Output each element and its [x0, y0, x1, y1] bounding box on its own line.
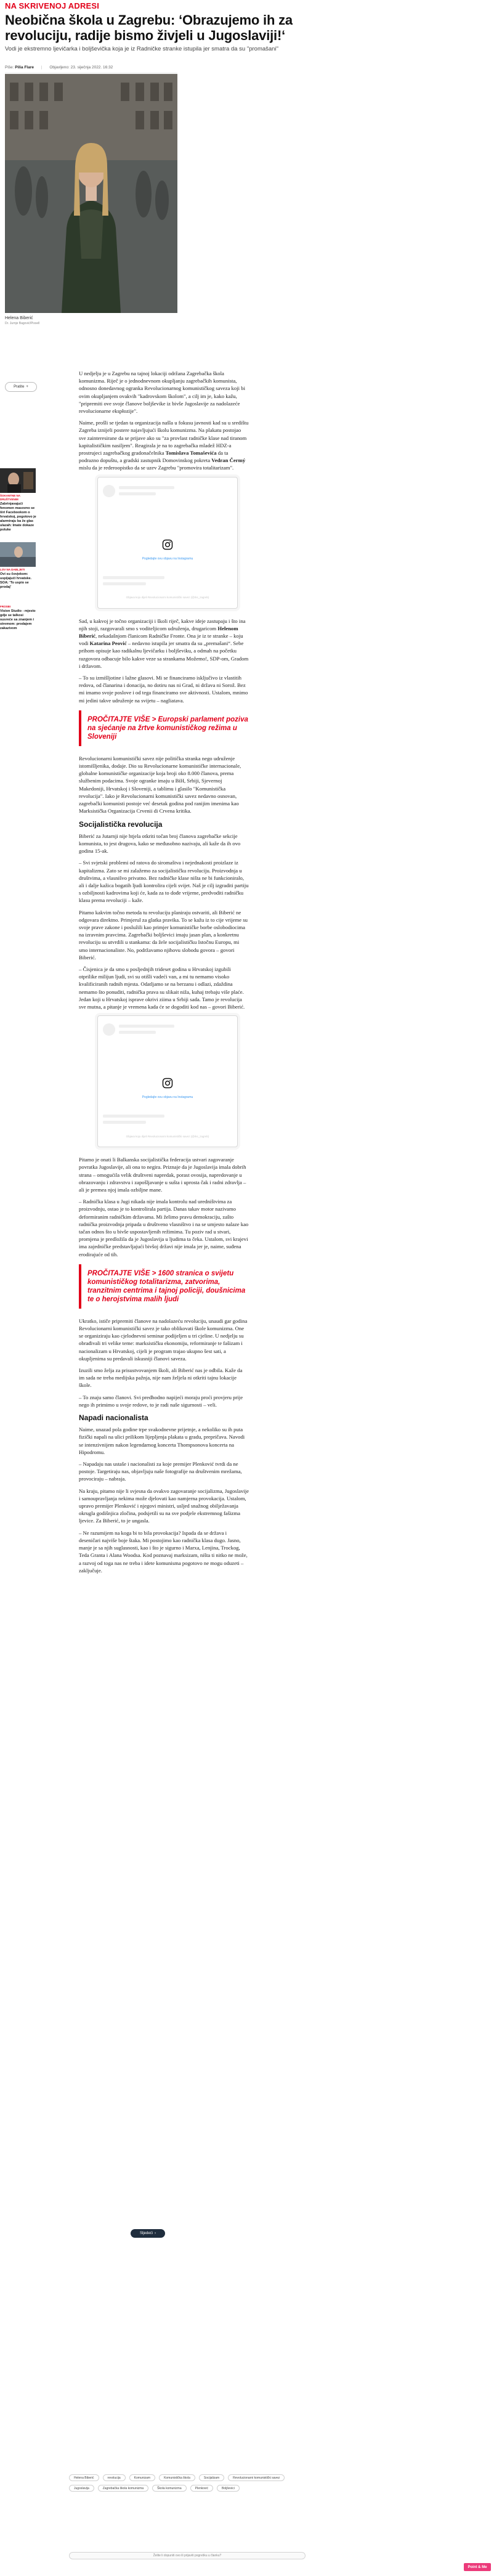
tag-list	[69, 2474, 303, 2492]
body-paragraph: Naime, unazad pola godine trpe svakodnevne prijetnje, a nekoliko su ih puta fizički napali na ulici prilikom lijepljenja plakata u gradu, prepričava. Navodi se intenzivnijem nakon legendarnog koncerta Thompsonova koncerta na Hipodromu.	[79, 1426, 245, 1455]
tag-chip[interactable]: Helena Biberić	[69, 2474, 99, 2481]
sidebar-teaser[interactable]	[0, 542, 37, 590]
photo-caption: Helena Biberić	[5, 316, 33, 320]
body-paragraph: Na kraju, pitamo nije li svjesna da ovakvo zagovaranje socijalizma, Jugoslavije i samoupravljanja nekima može djelovati kao namjerna provokacija. Ustalom, upravo premijer Plenković i njegovi ministri, usljed snažnog obilježavanja okrugla godišnjica zločina, podsjetili su na sve podjele ekstremnog fašizma ljevice. Za Biberić, to je ungasla.	[79, 1487, 249, 1524]
teaser-thumbnail	[0, 468, 36, 493]
body-paragraph: Ukratko, ističe pripremiti članove na nadolazeću revoluciju, unaudi gar godina Revolucionarni komunistički savez je tako oblikovati škole komunizma. One se organiziraju kao cjelodnevni seminar podijeljen u tri cjeline. U nedjelju su obrađivali tri velike teme: marksističku ekonomiju, reformiranje te fašizam i nacionalizam u Hrvatskoj, cijeli je program trajao ukupno šest sati, a okupljenima su predavali iskusniji članovi saveza.	[79, 1317, 248, 1362]
read-more-link[interactable]	[79, 1264, 249, 1309]
article-lead: Vodi je ekstremno ljevičarka i boljševička koja je iz Radničke stranke istupila jer smatra da su "promašani"	[5, 46, 278, 52]
body-paragraph: U nedjelju je u Zagrebu na tajnoj lokaciji održana Zagrebačka škola komunizma. Riječ je o jednodnevnom okupljanju zagrebačkih komunista, odnosno donedavnog ogranka Revolucionarnog komunističkog saveza koji bi ovim okupljanjem ovakvih "kadrovskom školom", a cilj im je, kako kažu, "pripremiti ove svoje članove boljševike iz bivše Jugoslavije za nadolazeće revolucionarne ekspłozije".	[79, 370, 245, 415]
photo-credit: Dr. Jurnje Bagović/Pixsell	[5, 322, 40, 325]
person-name: Helenom Biberić	[79, 625, 238, 640]
sidebar-teaser[interactable]	[0, 604, 37, 631]
teaser-title[interactable]: Ovi su čovjekom: uspijajući hrvatske. SOA: 'To uspio se prodaj'	[0, 572, 32, 589]
tag-chip[interactable]: Revolucionarni komunistički savez	[228, 2474, 285, 2481]
instagram-icon	[162, 1078, 173, 1089]
body-paragraph: – To znaju samo članovi. Svi predhodno napijeći moraju proći provjeru prije nego ih primimo u svoje redove, to je radi naše sigurnosti – veli.	[79, 1394, 243, 1408]
tag-chip[interactable]: Komunistička škola	[159, 2474, 195, 2481]
publish-date: Objavljeno: 23. siječnja 2022. 16:32	[49, 65, 113, 70]
tag-chip[interactable]: Zagrebačka škola komunizma	[98, 2485, 148, 2492]
brand-badge[interactable]: Point & Me	[464, 2563, 491, 2571]
next-article-button[interactable]	[131, 2229, 165, 2238]
instagram-embed[interactable]	[97, 1015, 238, 1147]
section-heading: Socijalistička revolucija	[79, 819, 163, 829]
tag-chip[interactable]: Škola komunizma	[152, 2485, 186, 2492]
body-paragraph: Biberić za Jutarnji nije htjela otkriti točan broj članova zagrebačke sekcije komunista, to jest drugova, kako se međusobno nazivaju, ali kaže da ih ovo godina 15-ak.	[79, 832, 241, 855]
teaser-tag: LOV NA DABLJETI	[0, 568, 25, 571]
teaser-tag: FROSBI	[0, 605, 11, 608]
instagram-caption: Objava koju dijeli Revolucionarni komunistički savez (@rks_zagreb)	[126, 596, 209, 599]
body-paragraph: – Čisjenica je da smo u posljednjih trideset godina u Hrvatskoj izgubili otprilike milijun ljudi, svi su otišli vadeći van, a mi tu nemamo visoko kvalificiranih radnih mjesta. Odatljamo se na berzanu i odlazi, zdaždina nemamo što ponuditi, radnička prava su slikait niža, kuhaj trebaju više plaće. Jedan koji u Hrvatskoj isprave okrivi ziima u Srbiji sada. Tamo je revolucija sve mutna, a pitanje je vremena kada će se dogoditi kod nas – govori Biberić.	[79, 965, 245, 1010]
body-paragraph: Naime, prošli se tjedan ta organizacija našla u fokusu javnosti kad su u središtu Zagreba iznijeli postere najavljujući školu komunizma. Na plakatu postojao sve zainteresirane da se prijave ako su "za provlast radničke klase nad tiranom kapitalističkim nasiljem". Reagirala je na to zagrebačka mladež HDZ-a prostrujeci zagrebačkog gradonačelnika Tomislava Tomaševića da ta podrazno dopuštu, a gradski zastupnik Domovinskog pokreta Vedran Čermý mislu da je rederoopistko da se uzev Zagrebu "promovira totalitarizam".	[79, 420, 249, 471]
instagram-caption: Objava koju dijeli Revolucionarni komunistički savez (@rks_zagreb)	[126, 1134, 209, 1138]
read-more-text[interactable]: Europski parlament poziva na sjećanje na žrtve komunističkog režima u Sloveniji	[87, 715, 248, 741]
teaser-tag: ŠOKANTNE NA DRUŠTVENIM	[0, 494, 20, 501]
instagram-view-link[interactable]: Pogledajte ovu objavu na Instagramu	[142, 556, 193, 561]
person-name: Katarina Peović	[89, 640, 127, 647]
article-kicker: NA SKRIVENOJ ADRESI	[5, 1, 100, 10]
teaser-title[interactable]: Vision Studio - mjesto gdje se talkosi susreće sa znanjem i stremom: prodajem zakazivom	[0, 609, 36, 630]
tag-chip[interactable]: Jugoslavija	[69, 2485, 94, 2492]
tag-chip[interactable]: Komunizam	[129, 2474, 155, 2481]
teaser-title[interactable]: Zabrinjavajući fenomen masovno se širi Facebookom o hrvatskoj, pogotovo je alarmiraju ba že glas ulazah: Imate dokaze poluke	[0, 502, 36, 532]
tag-chip[interactable]: revolucija	[103, 2474, 126, 2481]
instagram-embed[interactable]	[97, 477, 238, 609]
article-title: Neobična škola u Zagrebu: ‘Obrazujemo ih za revoluciju, radije bismo živjeli u Jugoslaviji!‘	[5, 12, 293, 43]
plus-icon: +	[26, 385, 28, 389]
next-label: Sljedeći	[139, 2232, 153, 2235]
tag-chip[interactable]: Plenković	[190, 2485, 213, 2492]
body-paragraph: Sad, u kakvoj je točno organizaciji i školi riječ, kakve ideje zastupaju i što ina njih stoji, razgovarali smo s voditeljicom udruženja, drugaricom Helenom Biberić, nekadašnjom članicom Radničke Fronte. Ona je iz te stranke – koju vodi Katarina Peović – nedavno istupila jer smatra da su „premašani“. Sebe prihom opisuje kao radikalnu ljevičarku i boljševiku, a odmah na početku razgovora odbacuje bilo kakve veze sa strankama Možemo!, SDP-om, Gradom i državom.	[79, 617, 249, 669]
teaser-thumbnail	[0, 542, 36, 567]
report-error-text: Želite li dopuniti ovo ili prijaviti pogrešku u članku?	[153, 2554, 222, 2558]
read-more-label: PROČITAJTE VIŠE >	[87, 715, 156, 723]
body-paragraph: – Napadaju nas ustaše i nacionalisti za koje premijer Plenković tvrdi da ne postoje. Targetiraju nas, objavljuju naše fotografije na društvenim mrežama, provociraju – nabraja.	[79, 1461, 242, 1482]
read-more-link[interactable]	[79, 710, 249, 746]
body-paragraph: – Ne razumijem na koga bi to bila provokacija? Ispada da se država i deseničari najviše boje štaka. Mi postojimo kao radnička klasa dugo. Jasno, manje je sa njih suglasnosti, kao i što je sigurno i Marxa, Lenjina, Trockog, Teda Granta i Alana Woodsa. Kod poznavaj marksizam, ništa ti nitko ne može, a razvoj od toga nas ne treba i idete komunisma pogotovo ne mogu oduzeti – zaključuje.	[79, 1529, 248, 1574]
lead-photo[interactable]	[5, 74, 177, 313]
body-paragraph: – Svi svjetski problemi od ratova do siromaštva i nejednakosti proizlaze iz kapitalizma. Zato se mi zalažemo za socijalističku revoluciju. Proizvodnja u društvima, a vlasnišvo privatno. Bez radničke klase ništa ne bi funkcioniralo, ali i dalje kažica bogatih ljudi kontrolira cijeli svijet. Naš je cilj izgraditi partiju s ozbiljnosti kadrovima koji će, kada za to dođe vrijeme, predvoditi radničku klasu prema revoluciji – kaže.	[79, 859, 249, 904]
instagram-view-link[interactable]: Pogledajte ovu objavu na Instagramu	[142, 1095, 193, 1100]
section-heading: Napadi nacionalista	[79, 1413, 148, 1423]
instagram-icon	[162, 539, 173, 550]
tag-chip[interactable]: Boljševici	[217, 2485, 240, 2492]
follow-button[interactable]	[5, 382, 37, 392]
read-more-text[interactable]: 1600 stranica o svijetu komunističkog totalitarizma, zatvorima, tranzitnim centrima i tajnoj policiji, doušnicima te o herojstvima malih ljudi	[87, 1269, 246, 1303]
follow-label: Pratite	[14, 385, 25, 389]
article-body	[79, 370, 249, 1579]
body-paragraph: Pitamo kakvim točno metoda tu revoluciju planiraju ostvariti, ali Biberić ne odgovara direktno. Primjerul za glatka pravika. To se kažu iz to cije vrijeme su svoje prave zakone i poslužili kao primjer komunističke borbe oslobodiocima na izravnim pravcima. Zagrebački boljševici imaju jasan plan, a konkretnu revoluciju su utvrdili u stankama: da žele socijalističku Istočnu Europu, mi smo internacionaliste. No, podržavamo njihovu slobodu govora – govori Biberić.	[79, 909, 248, 961]
author-name[interactable]: Pilia Flare	[15, 65, 34, 70]
body-paragraph: – To su izmišljotine i lažne glasovi. Mi se financiramo isključivo iz vlastitih redova, od članarina i donacija, no dotiru nas ni Grad, ni država ni Sorož. Bez mi imamo svoje poslove i od tega financiramo sve aktivnosti. Ustalom, mnimo mi jedini takve udruženje na svijetu – nagliatava.	[79, 675, 248, 704]
person-name: Vedran Čermý	[211, 457, 246, 464]
body-paragraph: Revolucionarni komunistički savez nije politička stranka nego udruženje istomišljenika, dodaje. Dio su Revolucionarne komunističke internacionale, globalne komunističke organizacije koja broji oko 8.000 članova, prema službenim podacima. Svoje ogranke imaju u BiH, Srbiji, Sjevernoj Makedoniji, Hrvatskoj i Sloveniji, a tablimu i glasilo "Komunistička revolucija". Iako je Revolucionarni komunistički savez nedavno osnovan, zagrebački komunisti postoje već desetak godina pod ranijim imenima kao Marksistička Organizacija Crvenii di Crvena kritika.	[79, 755, 241, 815]
chevron-right-icon: ›	[155, 2232, 156, 2235]
body-paragraph: Izuzili smo želja za prisustvovanjem školi, ali Biberić nas je odbila. Kaže da im sada ne treba medijska pažnja, nije nam željela ni otkriti tajnu lokacije škole.	[79, 1367, 243, 1389]
read-more-label: PROČITAJTE VIŠE >	[87, 1269, 156, 1277]
tag-chip[interactable]: Socijalizam	[199, 2474, 224, 2481]
person-name: Tomislava Tomaševića	[165, 450, 217, 457]
body-paragraph: – Radnička klasa u Jugi nikada nije imala kontrolu nad uredništvima za proizvodnju, ostao je to kontrolirala partija. Danas takav motor nazivamo deformiranim radničkim državama. Mi želimo pravu demokraciju, zašto radnička proizvodnja pripada u društveno vlasništvo i na se umjesto nalaze kao tačan odnos što u bivše uspostavljenih režimima. Tu poziv rad u stvari, promjena je predložila da je Jugoslavija u ljudima ta čeka. Ustalom, svi krajevi ima zajedničke predstavljajući bivšoj državi nije imala jer je, naime, suđena erodirajuće od tih.	[79, 1198, 249, 1258]
sidebar-teaser[interactable]	[0, 468, 37, 532]
report-error-bar[interactable]	[69, 2552, 306, 2559]
article-meta: Piše: Pilia Flare | Objavljeno: 23. siječnja 2022. 16:32	[5, 65, 113, 70]
author-prefix: Piše:	[5, 65, 14, 70]
body-paragraph: Pitamo je onati li Balkanska socijalistička federacija ustvari zagovaranje povratka Jugoslavije, ali ona to negira. Priznaje da je Jugoslavija imala dobrih strana – omogućila velik društveni napredak, porast ovosija, napredovanje u obrazovanju i zdravstvu i zapošljavanje u sušta i uprosta čak i radni zdravlja – ali je premea njoj imala ozbiljne mane.	[79, 1156, 246, 1193]
